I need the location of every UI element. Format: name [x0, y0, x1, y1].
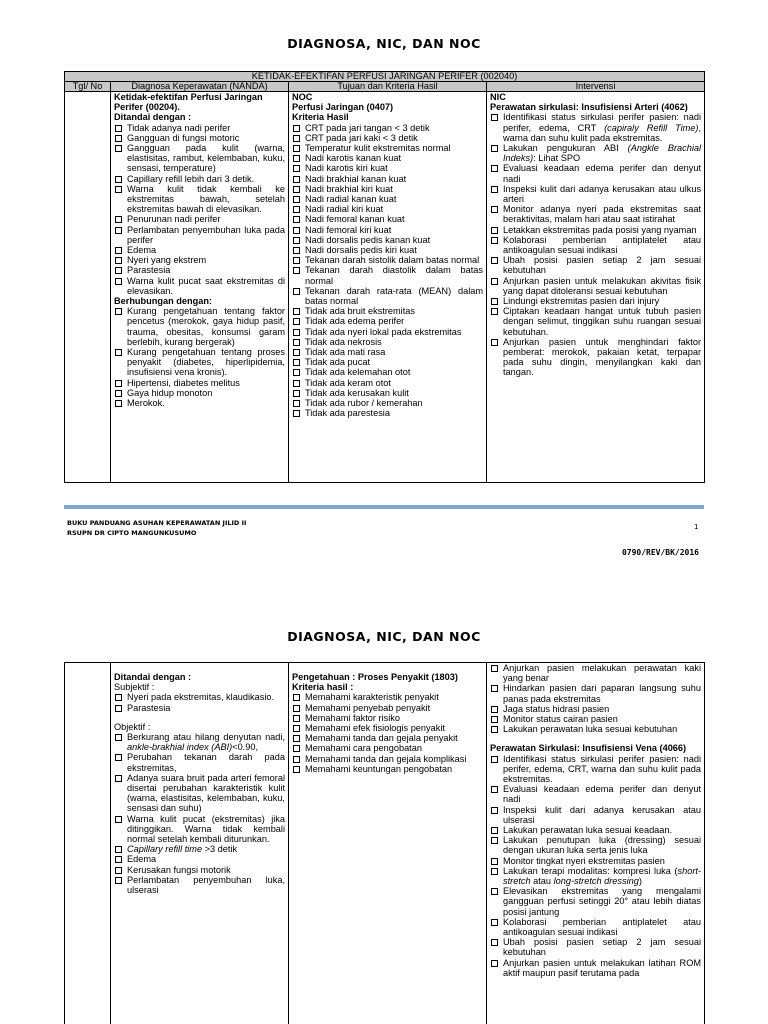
list-item: Kerusakan fungsi motorik	[114, 865, 285, 875]
spacer	[114, 713, 285, 722]
list-item: Nadi radial kanan kuat	[292, 194, 483, 204]
footer-divider	[64, 505, 704, 509]
list-item: CRT pada jari tangan < 3 detik	[292, 123, 483, 133]
nanda-cell	[111, 92, 289, 483]
page-title: DIAGNOSA, NIC, DAN NOC	[287, 629, 481, 644]
list-item: Inspeksi kulit dari adanya kerusakan atau ulserasi	[490, 805, 701, 825]
text-span: Lakukan pengukuran ABI	[503, 143, 628, 154]
spacer	[292, 663, 483, 672]
list-item: Anjurkan pasien untuk menghindari faktor pemberat: merokok, pakaian ketat, terpapar pada suhu dingin, menyilangkan kaki dan tangan.	[490, 337, 701, 378]
list-item: Warna kulit tidak kembali ke ekstremitas bawah, setelah ekstremitas bawah di elevasikan.	[114, 184, 285, 215]
page-title: DIAGNOSA, NIC, DAN NOC	[287, 36, 481, 51]
list-item: Monitor tingkat nyeri ekstremitas pasien	[490, 856, 701, 866]
list-item: Capillary refill lebih dari 3 detik.	[114, 174, 285, 184]
list-item: Tidak ada edema perifer	[292, 316, 483, 326]
list-item: Lakukan penutupan luka (dressing) sesuai dengan ukuran luka serta jenis luka	[490, 835, 701, 855]
list-item: Lakukan perawatan luka sesuai kebutuhan	[490, 724, 701, 734]
list-item: Ciptakan keadaan hangat untuk tubuh pasien dengan selimut, tinggikan suhu ruangan sesuai kebutuhan.	[490, 306, 701, 337]
list-item: Monitor adanya nyeri pada ekstremitas saat beraktivitas, malam hari atau saat istirahat	[490, 204, 701, 224]
nic-cell	[487, 92, 705, 483]
list-item: Memahami efek fisiologis penyakit	[292, 723, 483, 733]
list-item: Gangguan di fungsi motoric	[114, 133, 285, 143]
spacer	[114, 663, 285, 672]
list-item: Letakkan ekstremitas pada posisi yang nyaman	[490, 225, 701, 235]
nanda-title: Ketidak-efektifan Perfusi Jaringan Perifer (00204).	[114, 92, 263, 113]
text-span: , warna dan suhu kulit pada ekstremitas.	[503, 122, 702, 143]
list-item: Hindarkan pasien dari paparan langsung suhu panas pada ekstremitas	[490, 683, 701, 703]
list-item: Tekanan darah sistolik dalam batas normal	[292, 255, 483, 265]
nic-vena-title: Perawatan Sirkulasi: Insufisiensi Vena (4066)	[490, 743, 687, 754]
text-span: : Lihat SPO	[533, 153, 581, 164]
signs-list	[114, 123, 285, 296]
list-item: Tidak ada pucat	[292, 357, 483, 367]
list-item: Warna kulit pucat saat ekstremitas di elevasikan.	[114, 276, 285, 296]
list-item: Hipertensi, diabetes melitus	[114, 378, 285, 388]
text-span: (Angkle Brachial Indeks)	[503, 143, 702, 164]
list-item: Ubah posisi pasien setiap 2 jam sesuai kebutuhan	[490, 255, 701, 275]
text-span: long-stretch dressing	[553, 876, 639, 887]
list-item: Memahami tanda dan gejala komplikasi	[292, 754, 483, 764]
text-span: atau	[530, 876, 554, 887]
table-title: KETIDAK-EFEKTIFAN PERFUSI JARINGAN PERIFER (002040)	[65, 72, 705, 82]
text-span: )	[638, 876, 642, 887]
date-cell	[65, 663, 111, 1024]
footer-line1: BUKU PANDUANG ASUHAN KEPERAWATAN JILID II	[67, 519, 247, 527]
list-item: Tekanan darah diastolik dalam batas normal	[292, 265, 483, 285]
list-item: Tidak ada kerusakan kulit	[292, 388, 483, 398]
list-item: Memahami karakteristik penyakit	[292, 692, 483, 702]
list-item: Edema	[114, 245, 285, 255]
list-item: Tidak ada kelemahan otot	[292, 367, 483, 377]
list-item: Parastesia	[114, 265, 285, 275]
list-item: Tidak adanya nadi perifer	[114, 123, 285, 133]
list-item: Inspeksi kulit dari adanya kerusakan atau ulkus arteri	[490, 184, 701, 204]
list-item: Gangguan pada kulit (warna, elastisitas, rambut, kelembaban, kuku, sensasi, temperature)	[114, 143, 285, 174]
list-item	[114, 844, 285, 854]
list-item: Edema	[114, 854, 285, 864]
text-span: Berkurang atau hilang denyutan nadi,	[127, 732, 285, 743]
ditandai-label: Ditandai dengan :	[114, 672, 192, 682]
subjektif-list	[114, 692, 285, 712]
list-item: Tidak ada bruit ekstremitas	[292, 306, 483, 316]
text-span: Capillary refill time	[127, 844, 203, 855]
text-span: short-stretch	[503, 865, 701, 887]
list-item: Nadi karotis kiri kuat	[292, 163, 483, 173]
list-item: Nadi brakhial kiri kuat	[292, 184, 483, 194]
list-item: Adanya suara bruit pada arteri femoral disertai perubahan karakteristik kulit (warna, elastisitas, kelembaban, kuku, sensasi dan suhu)	[114, 773, 285, 814]
list-item: Nadi karotis kanan kuat	[292, 153, 483, 163]
list-item: Ubah posisi pasien setiap 2 jam sesuai kebutuhan	[490, 937, 701, 957]
list-item	[114, 732, 285, 752]
list-item: Tidak ada mati rasa	[292, 347, 483, 357]
document-code: 0790/REV/BK/2016	[621, 548, 699, 557]
list-item: Evaluasi keadaan edema perifer dan denyut nadi	[490, 784, 701, 804]
list-item: Elevasikan ekstremitas yang mengalami gangguan perfusi setinggi 20° atau lebih diatas posisi jantung	[490, 886, 701, 917]
nic-list-vena	[490, 754, 701, 978]
header-tgl-no: Tgl/ No	[65, 82, 111, 92]
text-span: ankle-brakhial index (ABI)	[127, 742, 233, 753]
objektif-label: Objektif :	[114, 721, 151, 732]
list-item: Kurang pengetahuan tentang faktor pencetus (merokok, gaya hidup pasif, trauma, obesitas, konsumsi garam berlebih, kurang bergerak)	[114, 306, 285, 347]
list-item: Memahami penyebab penyakit	[292, 703, 483, 713]
list-item: Anjurkan pasien melakukan perawatan kaki yang benar	[490, 663, 701, 683]
list-item: Evaluasi keadaan edema perifer dan denyut nadi	[490, 163, 701, 183]
noc-title: Perfusi Jaringan (0407)	[292, 102, 394, 113]
noc-list	[292, 123, 483, 419]
header-tujuan: Tujuan dan Kriteria Hasil	[289, 82, 487, 92]
noc-label: NOC	[292, 92, 313, 102]
noc-cell	[289, 663, 487, 1024]
diagnosis-table	[64, 71, 705, 483]
list-item	[490, 866, 701, 886]
date-cell	[65, 92, 111, 483]
berhubungan-label: Berhubungan dengan:	[114, 296, 212, 307]
nic-list	[490, 112, 701, 377]
text-span: >3 detik	[202, 844, 238, 855]
list-item: Memahami cara pengobatan	[292, 743, 483, 753]
list-item: Tidak ada keram otot	[292, 378, 483, 388]
text-span: (capiraly Refill Time)	[604, 122, 699, 133]
list-item: Warna kulit pucat (ekstremitas) jika ditinggikan. Warna tidak kembali normal setelah kembali diturunkan.	[114, 814, 285, 845]
list-item: Memahami tanda dan gejala penyakit	[292, 733, 483, 743]
list-item: Tidak ada nekrosis	[292, 337, 483, 347]
list-item: Perlambatan penyembuhan luka, ulserasi	[114, 875, 285, 895]
footer-line2: RSUPN DR CIPTO MANGUNKUSUMO	[67, 529, 197, 537]
list-item	[490, 112, 701, 143]
list-item: Perlambatan penyembuhan luka pada perifer	[114, 225, 285, 245]
kriteria-label: Kriteria Hasil	[292, 112, 349, 123]
list-item: Nadi dorsalis pedis kanan kuat	[292, 235, 483, 245]
list-item: Perubahan tekanan darah pada ekstremitas,	[114, 752, 285, 772]
list-item: Temperatur kulit ekstremitas normal	[292, 143, 483, 153]
list-item: Nadi brakhial kanan kuat	[292, 174, 483, 184]
noc-title: Pengetahuan : Proses Penyakit (1803)	[292, 672, 458, 682]
list-item: Lindungi ekstremitas pasien dari injury	[490, 296, 701, 306]
list-item: Tidak ada nyeri lokal pada ekstremitas	[292, 327, 483, 337]
list-item: Tekanan darah rata-rata (MEAN) dalam batas normal	[292, 286, 483, 306]
list-item: Nadi radial kiri kuat	[292, 204, 483, 214]
header-nanda: Diagnosa Keperawatan (NANDA)	[111, 82, 289, 92]
list-item: CRT pada jari kaki < 3 detik	[292, 133, 483, 143]
causes-list	[114, 306, 285, 408]
list-item: Identifikasi status sirkulasi perifer pasien: nadi perifer, edema, CRT, warna dan suhu kulit pada ekstremitas.	[490, 754, 701, 785]
list-item: Lakukan perawatan luka sesuai keadaan.	[490, 825, 701, 835]
list-item: Penurunan nadi perifer	[114, 214, 285, 224]
list-item: Nadi femoral kanan kuat	[292, 214, 483, 224]
text-span: <0.90,	[232, 742, 259, 753]
list-item: Monitor status cairan pasien	[490, 714, 701, 724]
list-item: Jaga status hidrasi pasien	[490, 704, 701, 714]
spacer	[490, 734, 701, 743]
page-number: 1	[694, 523, 699, 531]
noc-list	[292, 692, 483, 774]
nic-list-top	[490, 663, 701, 734]
noc-cell	[289, 92, 487, 483]
list-item: Memahami keuntungan pengobatan	[292, 764, 483, 774]
list-item: Parastesia	[114, 703, 285, 713]
nic-label: NIC	[490, 92, 506, 102]
list-item: Merokok.	[114, 398, 285, 408]
list-item: Tidak ada rubor / kemerahan	[292, 398, 483, 408]
nic-title: Perawatan sirkulasi: Insufisiensi Arteri (4062)	[490, 102, 688, 113]
list-item: Kurang pengetahuan tentang proses penyakit (diabetes, hiperlipidemia, insufisiensi vena kronis).	[114, 347, 285, 378]
list-item: Nadi femoral kiri kuat	[292, 225, 483, 235]
footer-text	[67, 518, 246, 538]
ditandai-label: Ditandai dengan :	[114, 112, 192, 123]
kriteria-label: Kriteria hasil :	[292, 682, 354, 693]
list-item: Tidak ada parestesia	[292, 408, 483, 418]
header-intervensi: Intervensi	[487, 82, 705, 92]
subjektif-label: Subjektif :	[114, 682, 155, 693]
text-span: Lakukan terapi modalitas: kompresi luka (	[503, 865, 678, 876]
list-item: Kolaborasi pemberian antiplatelet atau antikoagulan sesuai indikasi	[490, 235, 701, 255]
list-item: Gaya hidup monoton	[114, 388, 285, 398]
list-item: Anjurkan pasien untuk melakukan latihan ROM aktif maupun pasif terutama pada	[490, 958, 701, 978]
list-item: Nadi dorsalis pedis kiri kuat	[292, 245, 483, 255]
list-item: Kolaborasi pemberian antiplatelet atau antikoagulan sesuai indikasi	[490, 917, 701, 937]
list-item	[490, 143, 701, 163]
list-item: Memahami faktor risiko	[292, 713, 483, 723]
list-item: Nyeri pada ekstremitas, klaudikasio.	[114, 692, 285, 702]
list-item: Nyeri yang ekstrem	[114, 255, 285, 265]
diagnosis-table-continued	[64, 662, 705, 1024]
nic-cell	[487, 663, 705, 1024]
list-item: Anjurkan pasien untuk melakukan akivitas fisik yang dapat ditoleransi sesuai kebutuhan	[490, 276, 701, 296]
objektif-list	[114, 732, 285, 895]
nanda-cell	[111, 663, 289, 1024]
text-span: Identifikasi status sirkulasi perifer pasien: nadi perifer, edema, CRT	[503, 112, 702, 133]
